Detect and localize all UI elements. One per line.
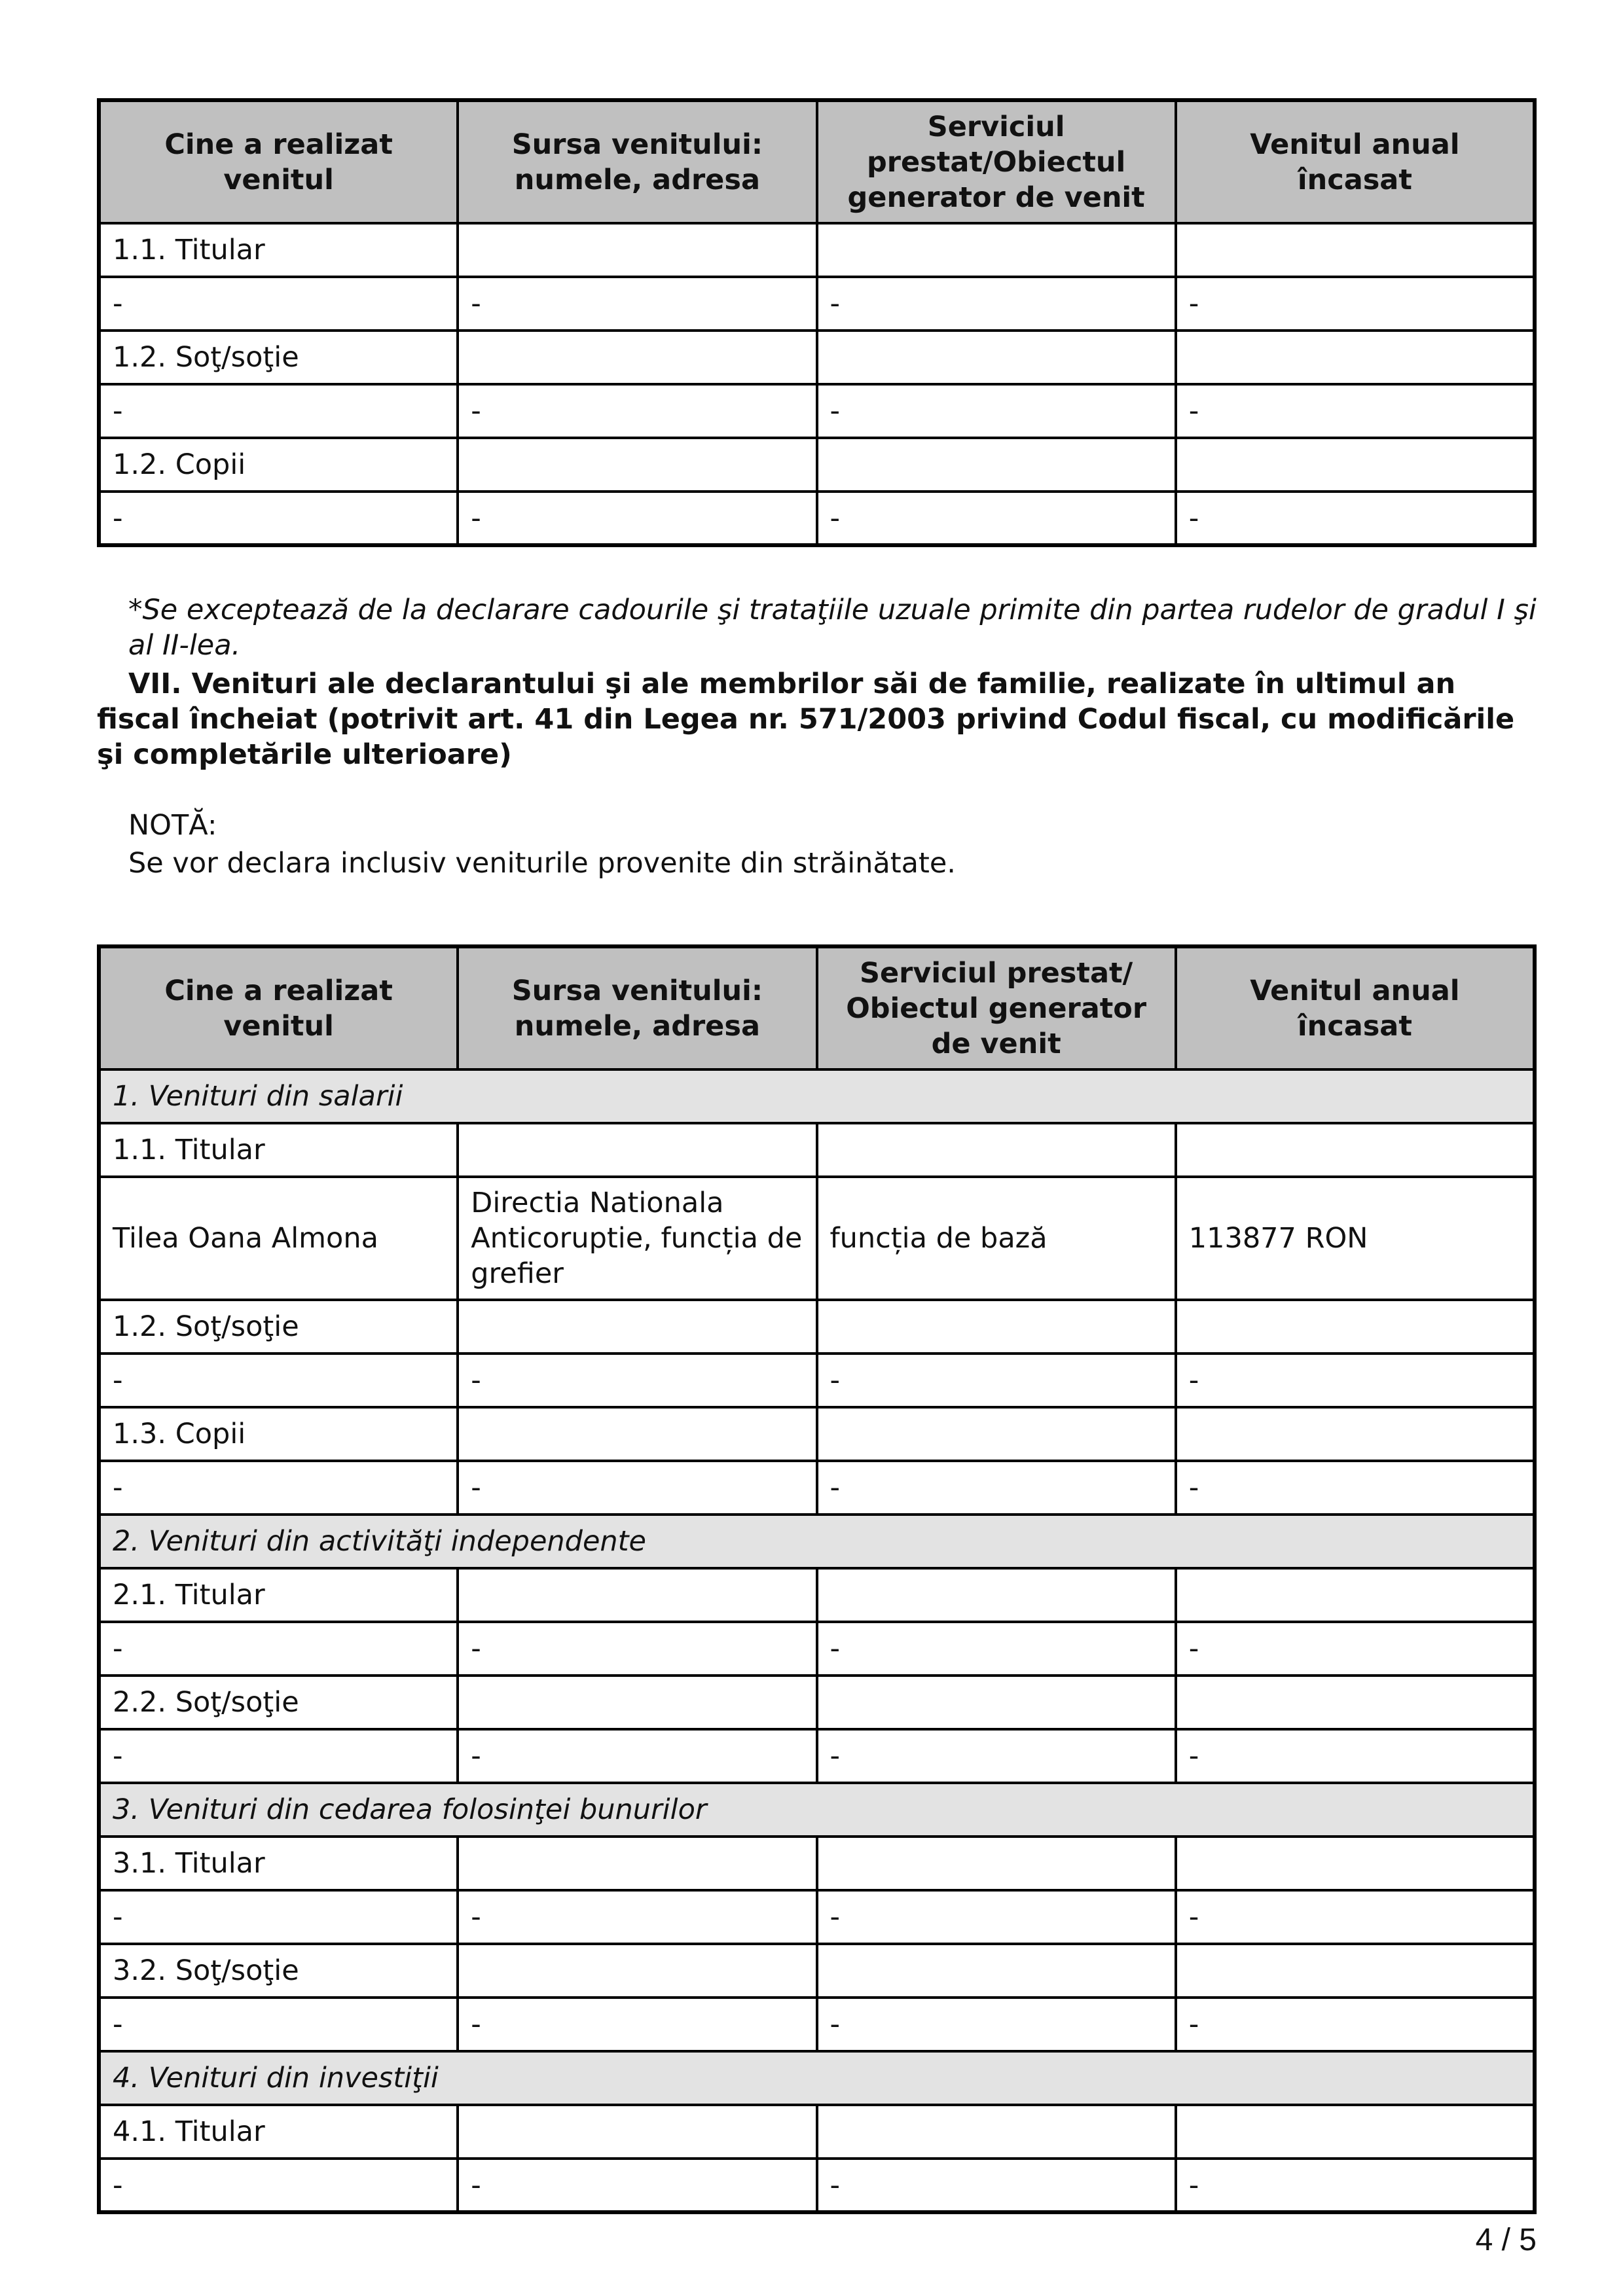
table-row: [99, 1998, 1535, 2051]
table-cell: [1176, 223, 1535, 277]
table-cell: -: [99, 1622, 458, 1676]
table-cell: 1.1. Titular: [99, 1123, 458, 1177]
table-cell: Directia Nationala Anticoruptie, funcția de grefier: [458, 1177, 816, 1300]
table-cell: -: [1176, 1622, 1535, 1676]
table-cell: 3.2. Soţ/soţie: [99, 1944, 458, 1998]
table-row: [99, 223, 1535, 277]
income-table-fiscal-year: [97, 944, 1537, 2214]
table-cell: -: [1176, 1461, 1535, 1515]
section-row: [99, 1515, 1535, 1568]
header-cine: Cine a realizat venitul: [99, 100, 458, 223]
table-cell: [1176, 1300, 1535, 1354]
table-cell: [817, 1944, 1176, 1998]
table-cell: -: [817, 384, 1176, 438]
table-cell: 1.3. Copii: [99, 1407, 458, 1461]
table-cell: -: [458, 1729, 816, 1783]
table-cell: -: [99, 1998, 458, 2051]
table-cell: -: [458, 277, 816, 331]
table-cell: -: [99, 1461, 458, 1515]
table-cell: -: [99, 277, 458, 331]
table-cell: [1176, 2105, 1535, 2159]
table-cell: -: [817, 2159, 1176, 2212]
table-row: [99, 2105, 1535, 2159]
table-cell: [458, 1837, 816, 1890]
header-cine: Cine a realizat venitul: [99, 946, 458, 1069]
table-cell: -: [1176, 1998, 1535, 2051]
table-cell: 2.2. Soţ/soţie: [99, 1676, 458, 1729]
table-cell: -: [817, 1998, 1176, 2051]
table-cell: -: [458, 1354, 816, 1407]
table-cell: -: [99, 2159, 458, 2212]
table-row: [99, 384, 1535, 438]
table-cell: [458, 1944, 816, 1998]
table-cell: -: [817, 1354, 1176, 1407]
table-cell: -: [1176, 1729, 1535, 1783]
table-cell: -: [458, 1890, 816, 1944]
table-cell: -: [99, 1890, 458, 1944]
table-cell: [817, 331, 1176, 384]
header-serviciul: Serviciul prestat/ Obiectul generator de venit: [817, 946, 1176, 1069]
table-cell: 1.2. Soţ/soţie: [99, 331, 458, 384]
section-title: 4. Venituri din investiţii: [99, 2051, 1535, 2105]
table-row: [99, 1354, 1535, 1407]
section-heading: VII. Venituri ale declarantului şi ale membrilor săi de familie, realizate în ultimul an fiscal încheiat (potrivit art. 41 din Legea nr. 571/2003 privind Codul fiscal, cu modificările şi completările ulterioare): [97, 668, 1515, 771]
table-cell: [817, 1676, 1176, 1729]
table-cell: [458, 1300, 816, 1354]
table-cell: -: [817, 1622, 1176, 1676]
table-cell: [458, 1568, 816, 1622]
table-row: [99, 1676, 1535, 1729]
table-header-row: [99, 946, 1535, 1069]
table-cell: -: [1176, 492, 1535, 545]
table-cell: [1176, 1568, 1535, 1622]
table-cell: 113877 RON: [1176, 1177, 1535, 1300]
table-row: [99, 1407, 1535, 1461]
table-cell: [1176, 1676, 1535, 1729]
section-row: [99, 1783, 1535, 1837]
table-cell: -: [1176, 2159, 1535, 2212]
table-cell: -: [817, 1890, 1176, 1944]
table-cell: -: [817, 492, 1176, 545]
table-cell: [817, 1407, 1176, 1461]
header-sursa: Sursa venitului: numele, adresa: [458, 100, 816, 223]
table-cell: [458, 1407, 816, 1461]
table-cell: 2.1. Titular: [99, 1568, 458, 1622]
table-row: [99, 1622, 1535, 1676]
table-cell: [458, 1676, 816, 1729]
table-row: [99, 1177, 1535, 1300]
table-cell: [817, 223, 1176, 277]
table-row: [99, 1944, 1535, 1998]
table-cell: -: [99, 1729, 458, 1783]
table-cell: -: [99, 384, 458, 438]
table-cell: [458, 223, 816, 277]
table-cell: [1176, 1123, 1535, 1177]
nota-label: NOTĂ:: [128, 809, 217, 842]
table-row: [99, 1729, 1535, 1783]
table-row: [99, 1300, 1535, 1354]
table-cell: -: [817, 1729, 1176, 1783]
table-cell: [458, 1123, 816, 1177]
table-cell: [817, 2105, 1176, 2159]
table-cell: [458, 438, 816, 492]
table-cell: 1.2. Soţ/soţie: [99, 1300, 458, 1354]
table-row: [99, 277, 1535, 331]
header-venitul: Venitul anual încasat: [1176, 946, 1535, 1069]
table-cell: [1176, 1837, 1535, 1890]
table-cell: -: [817, 277, 1176, 331]
table-cell: [817, 1300, 1176, 1354]
table-cell: 1.1. Titular: [99, 223, 458, 277]
table-cell: -: [1176, 1354, 1535, 1407]
table-cell: [1176, 438, 1535, 492]
income-table-gifts: [97, 98, 1537, 547]
table-row: [99, 1568, 1535, 1622]
section-title: 2. Venituri din activităţi independente: [99, 1515, 1535, 1568]
table-cell: 1.2. Copii: [99, 438, 458, 492]
table-cell: [458, 2105, 816, 2159]
section-title: 3. Venituri din cedarea folosinţei bunurilor: [99, 1783, 1535, 1837]
table-row: [99, 2159, 1535, 2212]
table-cell: 3.1. Titular: [99, 1837, 458, 1890]
table-cell: -: [1176, 277, 1535, 331]
table-cell: -: [458, 1622, 816, 1676]
table-cell: -: [458, 1998, 816, 2051]
header-serviciul: Serviciul prestat/Obiectul generator de venit: [817, 100, 1176, 223]
table-cell: -: [1176, 384, 1535, 438]
section-row: [99, 1069, 1535, 1123]
table-cell: [1176, 331, 1535, 384]
table-row: [99, 1837, 1535, 1890]
exception-note: *Se exceptează de la declarare cadourile şi trataţiile uzuale primite din partea rudelor de gradul I şi al II-lea.: [128, 594, 1537, 662]
table-header-row: [99, 100, 1535, 223]
section-row: [99, 2051, 1535, 2105]
table-cell: -: [1176, 1890, 1535, 1944]
table-cell: -: [458, 492, 816, 545]
table-cell: [1176, 1944, 1535, 1998]
table-row: [99, 1890, 1535, 1944]
table-cell: [1176, 1407, 1535, 1461]
page-number: 4 / 5: [1475, 2223, 1537, 2257]
table-row: [99, 1461, 1535, 1515]
table-cell: funcția de bază: [817, 1177, 1176, 1300]
table-row: [99, 492, 1535, 545]
table-cell: -: [99, 1354, 458, 1407]
table-cell: -: [458, 2159, 816, 2212]
nota-text: Se vor declara inclusiv veniturile provenite din străinătate.: [128, 847, 956, 880]
table-cell: [817, 1568, 1176, 1622]
section-title: 1. Venituri din salarii: [99, 1069, 1535, 1123]
table-row: [99, 438, 1535, 492]
header-sursa: Sursa venitului: numele, adresa: [458, 946, 816, 1069]
table-cell: [817, 1837, 1176, 1890]
table-cell: -: [458, 384, 816, 438]
table-row: [99, 1123, 1535, 1177]
table-cell: [817, 1123, 1176, 1177]
table-cell: -: [817, 1461, 1176, 1515]
table-cell: Tilea Oana Almona: [99, 1177, 458, 1300]
table-cell: 4.1. Titular: [99, 2105, 458, 2159]
header-venitul: Venitul anual încasat: [1176, 100, 1535, 223]
table-cell: -: [458, 1461, 816, 1515]
table-cell: [817, 438, 1176, 492]
table-cell: -: [99, 492, 458, 545]
table-cell: [458, 331, 816, 384]
table-row: [99, 331, 1535, 384]
